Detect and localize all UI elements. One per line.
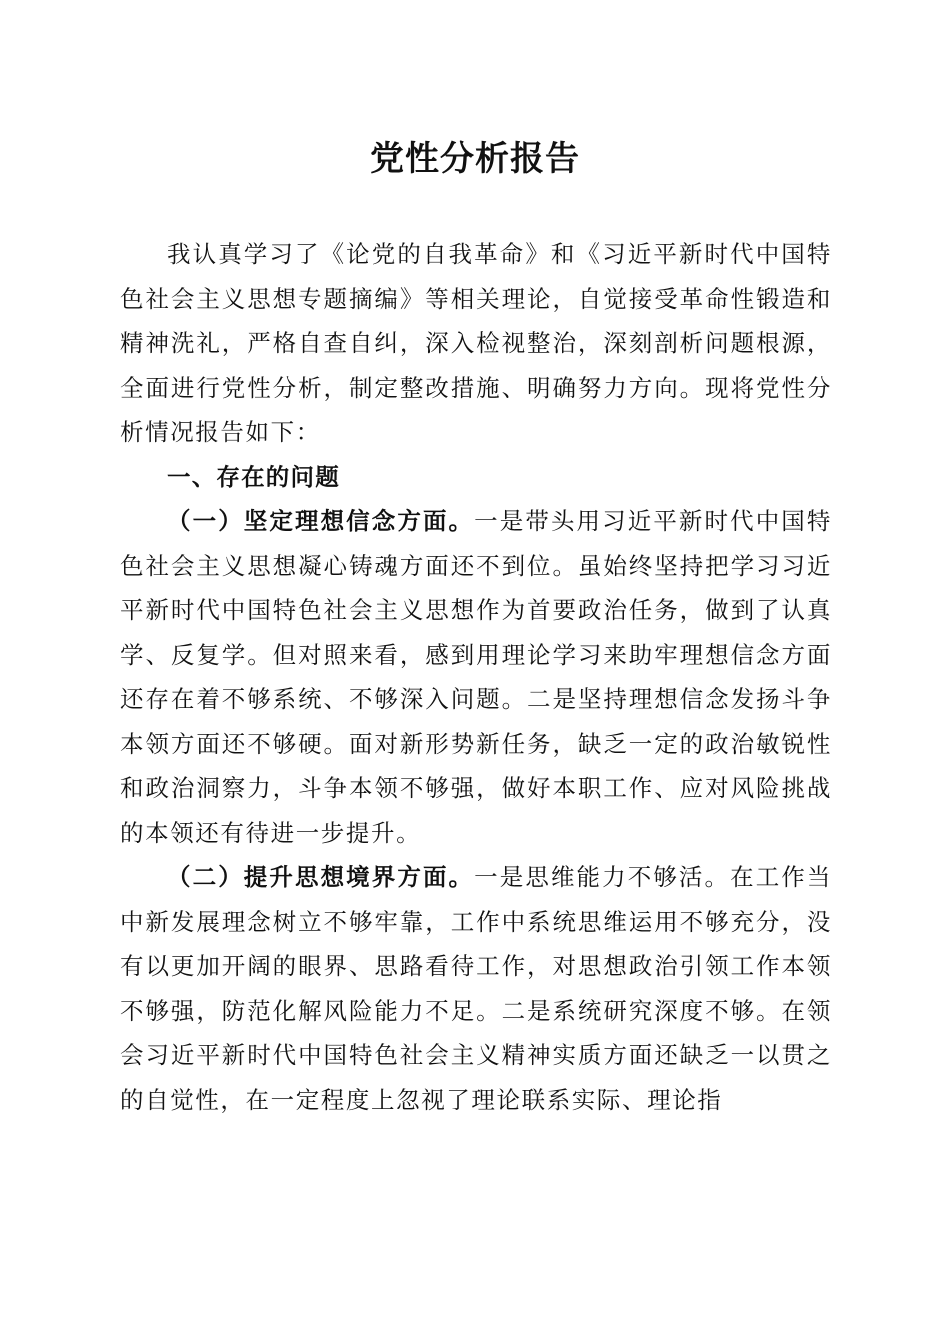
intro-paragraph: 我认真学习了《论党的自我革命》和《习近平新时代中国特色社会主义思想专题摘编》等相关理论，自觉接受革命性锻造和精神洗礼，严格自查自纠，深入检视整治，深刻剖析问题根源，全面进行党性分析，制定整改措施、明确努力方向。现将党性分析情况报告如下： <box>120 240 832 446</box>
document-body <box>120 232 832 1122</box>
paragraph-item-2 <box>120 855 832 1122</box>
item-2-text: 一是思维能力不够活。在工作当中新发展理念树立不够牢靠，工作中系统思维运用不够充分，没有以更加开阔的眼界、思路看待工作，对思想政治引领工作本领不够强，防范化解风险能力不足。二是系统研究深度不够。在领会习近平新时代中国特色社会主义精神实质方面还缺乏一以贯之的自觉性，在一定程度上忽视了理论联系实际、理论指 <box>120 863 832 1114</box>
item-2-label: （二）提升思想境界方面。 <box>167 863 475 891</box>
document-title: 党性分析报告 <box>370 139 580 179</box>
item-1-text: 一是带头用习近平新时代中国特色社会主义思想凝心铸魂方面还不到位。虽始终坚持把学习习近平新时代中国特色社会主义思想作为首要政治任务，做到了认真学、反复学。但对照来看，感到用理论学习来助牢理想信念方面还存在着不够系统、不够深入问题。二是坚持理想信念发扬斗争本领方面还不够硬。面对新形势新任务，缺乏一定的政治敏锐性和政治洞察力，斗争本领不够强，做好本职工作、应对风险挑战的本领还有待进一步提升。 <box>120 507 832 847</box>
item-1-label: （一）坚定理想信念方面。 <box>167 507 475 535</box>
paragraph-item-1 <box>120 499 832 855</box>
section-heading: 一、存在的问题 <box>167 462 340 491</box>
